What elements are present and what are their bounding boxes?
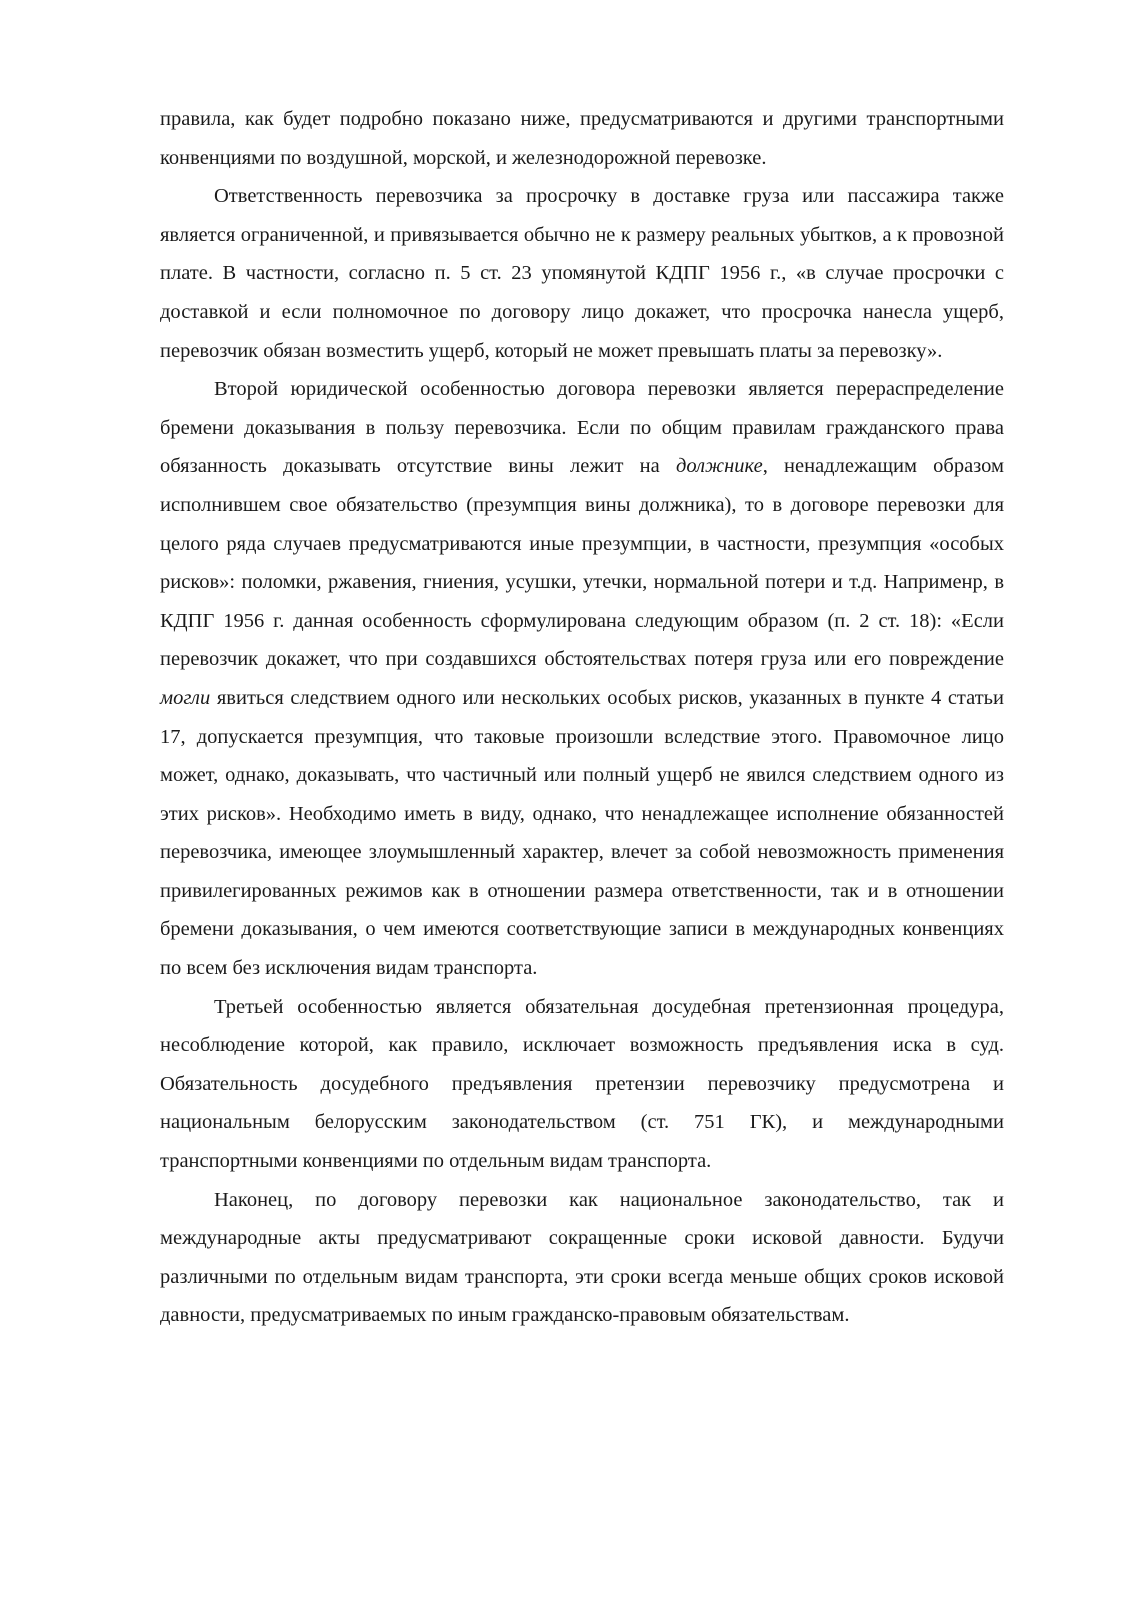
paragraph-text: явиться следствием одного или нескольких особых рисков, указанных в пункте 4 статьи 17, допускается презумпция, что таковые произошли вследствие этого. Правомочное лицо может, однако, доказывать, что частичный или полный ущерб не явился следствием одного из этих рисков». Необходимо иметь в виду, однако, что ненадлежащее исполнение обязанностей перевозчика, имеющее злоумышленный характер, влечет за собой невозможность применения привилегированных режимов как в отношении размера ответственности, так и в отношении бремени доказывания, о чем имеются соответствующие записи в международных конвенциях по всем без исключения видам транспорта. <box>160 686 1004 980</box>
paragraph-text: Ответственность перевозчика за просрочку в доставке груза или пассажира также является ограниченной, и привязывается обычно не к размеру реальных убытков, а к провозной плате. В частности, согласно п. 5 ст. 23 упомянутой КДПГ 1956 г., «в случае просрочки с доставкой и если полномочное по договору лицо докажет, что просрочка нанесла ущерб, перевозчик обязан возместить ущерб, который не может превышать платы за перевозку». <box>160 185 1004 362</box>
document-page <box>160 100 1004 1335</box>
paragraph-pretrial-claim <box>160 988 1004 1181</box>
italic-term-could: могли <box>160 686 211 709</box>
paragraph-text: правила, как будет подробно показано ниже, предусматриваются и другими транспортными конвенциями по воздушной, морской, и железнодорожной перевозке. <box>160 108 1004 169</box>
paragraph-text: , ненадлежащим образом исполнившем свое обязательство (презумпция вины должника), то в договоре перевозки для целого ряда случаев предусматриваются иные презумпции, в частности, презумпция «особых рисков»: поломки, ржавения, гниения, усушки, утечки, нормальной потери и т.д. Наприменр, в КДПГ 1956 г. данная особенность сформулирована следующим образом (п. 2 ст. 18): «Если перевозчик докажет, что при создавшихся обстоятельствах потеря груза или его повреждение <box>160 455 1004 671</box>
paragraph-limitation-period <box>160 1181 1004 1335</box>
paragraph-burden-of-proof <box>160 370 1004 988</box>
paragraph-continuation <box>160 100 1004 177</box>
italic-term-debtor: должнике <box>675 455 763 478</box>
paragraph-text: Наконец, по договору перевозки как национальное законодательство, так и международные акты предусматривают сокращенные сроки исковой давности. Будучи различными по отдельным видам транспорта, эти сроки всегда меньше общих сроков исковой давности, предусматриваемых по иным гражданско-правовым обязательствам. <box>160 1188 1004 1327</box>
paragraph-text: Третьей особенностью является обязательная досудебная претензионная процедура, несоблюдение которой, как правило, исключает возможность предъявления иска в суд. Обязательность досудебного предъявления претензии перевозчику предусмотрена и национальным белорусским законодательством (ст. 751 ГК), и международными транспортными конвенциями по отдельным видам транспорта. <box>160 995 1004 1173</box>
paragraph-text: Второй юридической особенностью договора перевозки является перераспределение бремени доказывания в пользу перевозчика. Если по общим правилам гражданского права обязанность доказывать отсутствие вины лежит на <box>160 378 1004 478</box>
paragraph-carrier-delay-liability <box>160 177 1004 370</box>
